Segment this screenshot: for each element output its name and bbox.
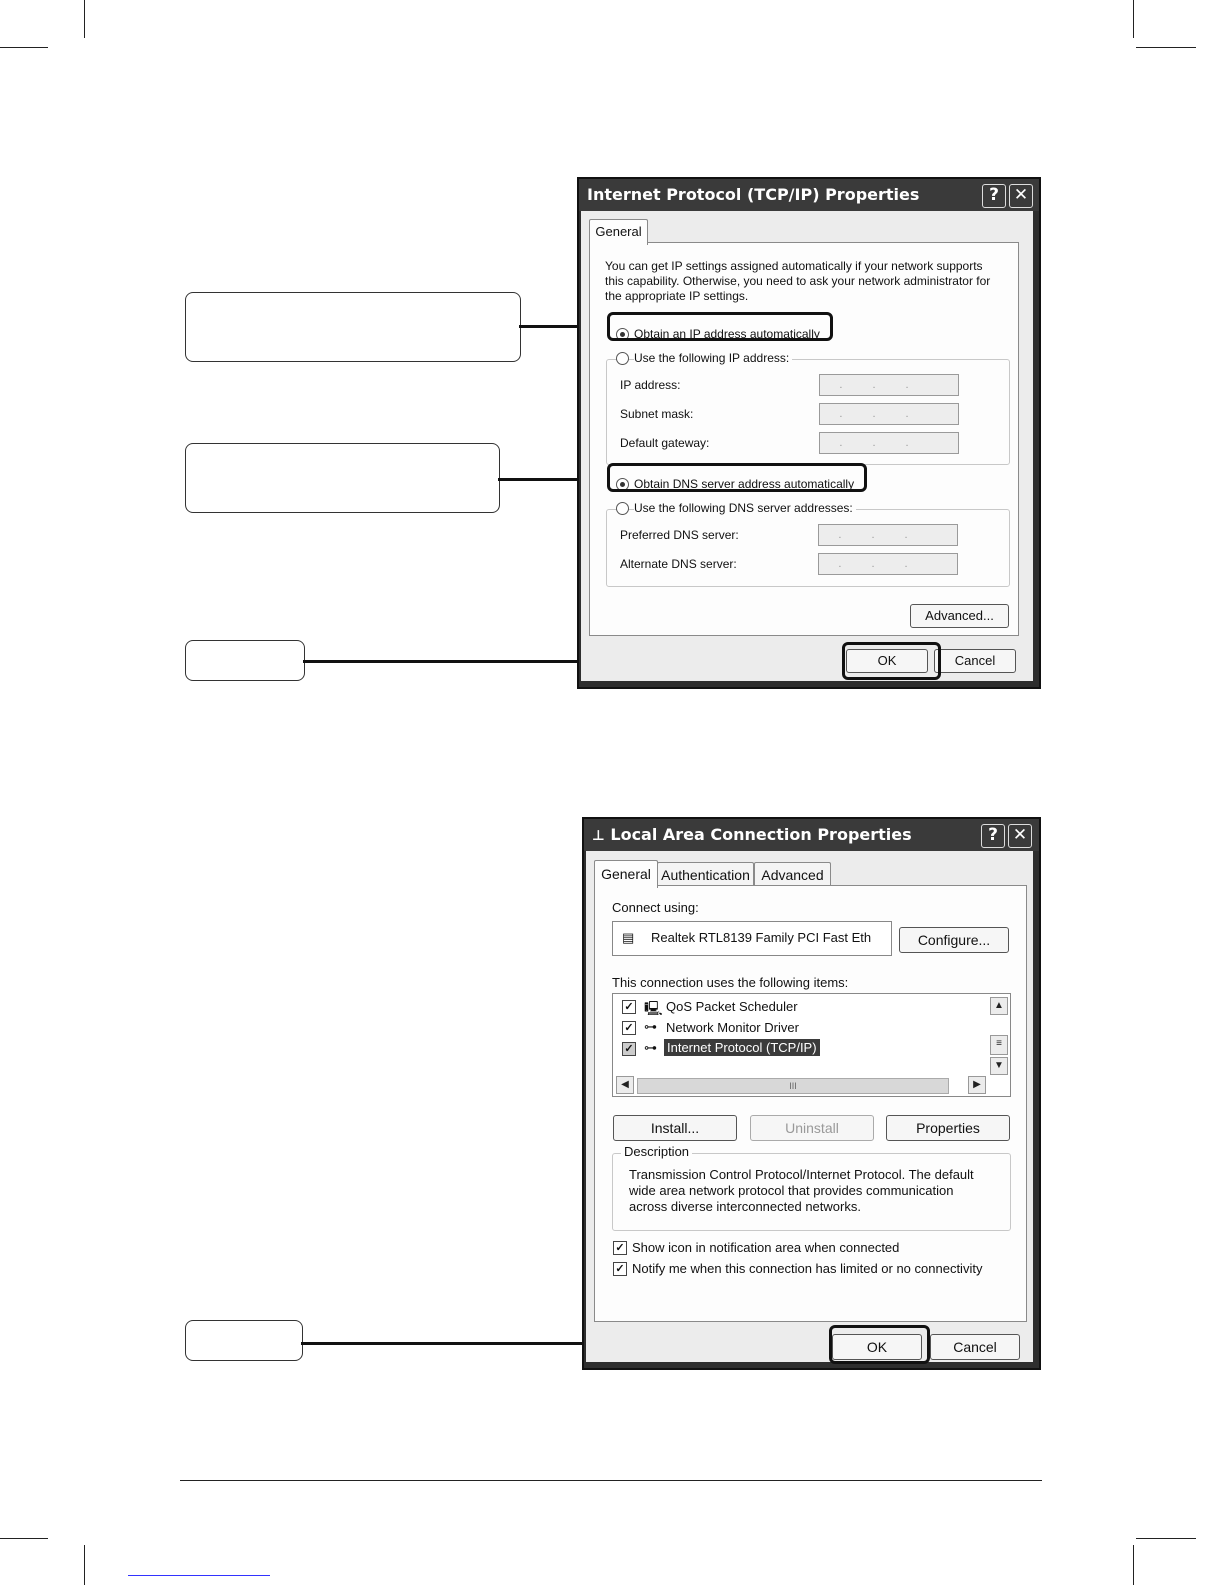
crop-mark	[84, 1545, 85, 1585]
dialog-client-area	[586, 851, 1033, 1362]
close-icon: ✕	[1012, 825, 1028, 845]
general-tab-page	[589, 242, 1019, 636]
callout-obtain-ip	[185, 292, 521, 362]
advanced-button[interactable]: Advanced...	[910, 604, 1009, 628]
help-button[interactable]	[982, 184, 1006, 208]
list-item[interactable]	[622, 1040, 982, 1058]
item-checkbox[interactable]: ✓	[622, 1000, 636, 1014]
tab-general[interactable]: General	[594, 860, 658, 888]
scroll-left-icon[interactable]: ◀	[616, 1076, 634, 1094]
subnet-mask-label: Subnet mask:	[620, 407, 694, 421]
obtain-dns-label[interactable]: Obtain DNS server address automatically	[634, 477, 855, 491]
items-label: This connection uses the following items:	[612, 975, 849, 990]
close-button[interactable]	[1008, 824, 1032, 848]
alternate-dns-label: Alternate DNS server:	[620, 557, 737, 571]
ok-button[interactable]: OK	[832, 1334, 922, 1360]
intro-line: You can get IP settings assigned automatically if your network supports	[605, 259, 983, 273]
scroll-thumb[interactable]: ≡	[990, 1035, 1008, 1055]
help-button[interactable]	[981, 824, 1005, 848]
components-list[interactable]	[612, 993, 1011, 1097]
description-title: Description	[621, 1144, 692, 1159]
horizontal-scrollbar-track[interactable]	[637, 1078, 949, 1094]
item-checkbox[interactable]: ✓	[622, 1021, 636, 1035]
help-icon: ?	[989, 185, 999, 205]
notify-checkbox[interactable]: ✓	[613, 1262, 627, 1276]
dialog-title-text: Local Area Connection Properties	[610, 825, 912, 844]
scroll-down-icon[interactable]: ▼	[990, 1057, 1008, 1075]
highlight-ok-lan	[829, 1325, 930, 1364]
preferred-dns-label: Preferred DNS server:	[620, 528, 739, 542]
crop-mark	[1136, 1538, 1196, 1539]
crop-mark	[0, 47, 48, 48]
dialog-title	[579, 179, 1039, 211]
default-gateway-label: Default gateway:	[620, 436, 710, 450]
adapter-name: Realtek RTL8139 Family PCI Fast Eth	[651, 930, 872, 945]
cancel-button[interactable]: Cancel	[930, 1334, 1020, 1360]
subnet-mask-field[interactable]: ...	[819, 403, 959, 425]
general-tab-page	[594, 885, 1027, 1322]
tab-authentication[interactable]: Authentication	[657, 862, 754, 887]
show-icon-checkbox[interactable]: ✓	[613, 1241, 627, 1255]
obtain-ip-label[interactable]: Obtain an IP address automatically	[634, 327, 820, 341]
connect-using-label: Connect using:	[612, 900, 699, 915]
use-ip-label[interactable]: Use the following IP address:	[634, 351, 792, 365]
use-dns-radio[interactable]	[616, 502, 629, 515]
scroll-grip: III	[789, 1081, 797, 1091]
intro-line: the appropriate IP settings.	[605, 289, 749, 303]
description-line: across diverse interconnected networks.	[629, 1199, 861, 1214]
list-item[interactable]	[622, 1019, 982, 1037]
callout-ok-tcpip	[185, 640, 305, 681]
dialog-title	[584, 819, 1039, 851]
footer-rule	[180, 1480, 1042, 1481]
lan-properties-dialog	[582, 817, 1041, 1370]
highlight-ok-tcpip	[842, 642, 941, 680]
ip-address-label: IP address:	[620, 378, 681, 392]
description-line: Transmission Control Protocol/Internet Protocol. The default	[629, 1167, 974, 1182]
network-adapter-icon: ▤	[622, 930, 635, 945]
ok-button[interactable]: OK	[846, 649, 928, 673]
scroll-up-icon[interactable]: ▲	[990, 997, 1008, 1015]
crop-mark	[1133, 0, 1134, 38]
crop-mark	[1133, 1545, 1134, 1585]
item-checkbox[interactable]: ✓	[622, 1042, 636, 1056]
description-line: wide area network protocol that provides communication	[629, 1183, 954, 1198]
footer-underline	[128, 1575, 270, 1576]
help-icon: ?	[988, 825, 998, 845]
network-connection-icon: ⊥	[592, 828, 605, 844]
configure-button[interactable]: Configure...	[899, 927, 1009, 953]
show-icon-label[interactable]: Show icon in notification area when connected	[632, 1240, 900, 1255]
dns-group	[606, 509, 1010, 587]
highlight-obtain-ip	[607, 312, 833, 341]
install-button[interactable]: Install...	[613, 1115, 737, 1141]
scheduler-icon: 🖳	[644, 1000, 663, 1016]
list-item[interactable]	[622, 998, 982, 1016]
ip-address-field[interactable]: ...	[819, 374, 959, 396]
preferred-dns-field[interactable]: ...	[818, 524, 958, 546]
item-label: Internet Protocol (TCP/IP)	[664, 1039, 820, 1056]
dialog-title-text: Internet Protocol (TCP/IP) Properties	[587, 185, 920, 204]
highlight-obtain-dns	[607, 463, 867, 492]
close-icon: ✕	[1013, 185, 1029, 205]
tab-advanced[interactable]: Advanced	[754, 862, 831, 887]
notify-label[interactable]: Notify me when this connection has limited or no connectivity	[632, 1261, 983, 1276]
adapter-field	[612, 921, 892, 956]
use-ip-radio[interactable]	[616, 352, 629, 365]
crop-mark	[1136, 47, 1196, 48]
network-protocol-icon: ⊶	[644, 1019, 657, 1034]
item-label: QoS Packet Scheduler	[666, 999, 798, 1014]
default-gateway-field[interactable]: ...	[819, 432, 959, 454]
alternate-dns-field[interactable]: ...	[818, 553, 958, 575]
item-label: Network Monitor Driver	[666, 1020, 799, 1035]
callout-ok-lan	[185, 1320, 303, 1361]
tab-general[interactable]: General	[589, 219, 648, 245]
close-button[interactable]	[1009, 184, 1033, 208]
use-dns-label[interactable]: Use the following DNS server addresses:	[634, 501, 856, 515]
properties-button[interactable]: Properties	[886, 1115, 1010, 1141]
crop-mark	[84, 0, 85, 38]
cancel-button[interactable]: Cancel	[934, 649, 1016, 673]
intro-line: this capability. Otherwise, you need to ask your network administrator for	[605, 274, 991, 288]
crop-mark	[0, 1538, 48, 1539]
scroll-right-icon[interactable]: ▶	[968, 1076, 986, 1094]
callout-obtain-dns	[185, 443, 500, 513]
uninstall-button[interactable]: Uninstall	[750, 1115, 874, 1141]
network-protocol-icon: ⊶	[644, 1040, 657, 1055]
tcpip-properties-dialog	[577, 177, 1041, 689]
dialog-client-area	[581, 211, 1033, 681]
